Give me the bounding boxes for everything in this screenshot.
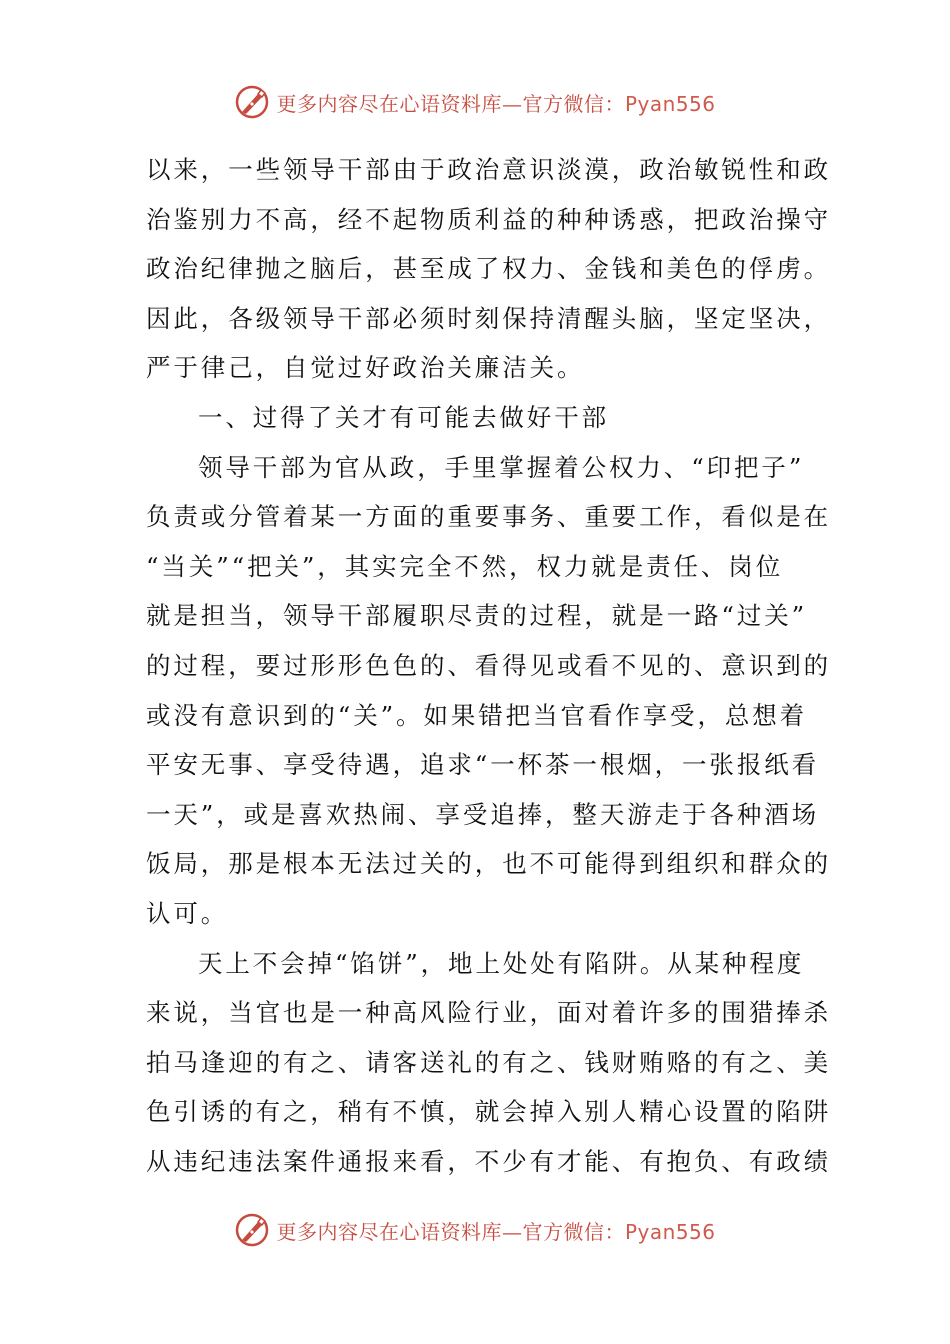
document-body (146, 145, 831, 1186)
watermark-text (276, 1216, 715, 1245)
body-line: 的过程，要过形形色色的、看得见或看不见的、意识到的 (146, 650, 831, 680)
body-line: 以来，一些领导干部由于政治意识淡漠，政治敏锐性和政 (146, 155, 831, 184)
body-line: 色引诱的有之，稍有不慎，就会掉入别人精心设置的陷阱 (146, 1097, 831, 1127)
watermark-wechat-id: Pyan556 (624, 1219, 716, 1244)
body-line: 天上不会掉“馅饼”，地上处处有陷阱。从某种程度 (198, 948, 805, 978)
body-line: 领导干部为官从政，手里掌握着公权力、“印把子” (198, 452, 805, 482)
body-line: 因此，各级领导干部必须时刻保持清醒头脑，坚定坚决， (146, 303, 831, 333)
watermark-label: 更多内容尽在心语资料库—官方微信： (276, 91, 625, 116)
watermark-wechat-id: Pyan556 (624, 91, 716, 116)
body-line: 认可。 (146, 898, 229, 928)
body-line: 或没有意识到的“关”。如果错把当官看作享受，总想着 (146, 700, 808, 730)
footer-watermark-content (234, 1212, 715, 1248)
body-line: 就是担当，领导干部履职尽责的过程，就是一路“过关” (146, 601, 808, 631)
body-line: 严于律己，自觉过好政治关廉洁关。 (146, 353, 585, 383)
body-line: 一天”，或是喜欢热闹、享受追捧，整天游走于各种酒场 (146, 799, 820, 829)
section-heading: 一、过得了关才有可能去做好干部 (198, 402, 609, 432)
body-line: 饭局，那是根本无法过关的，也不可能得到组织和群众的 (146, 849, 831, 879)
body-line: 来说，当官也是一种高风险行业，面对着许多的围猎捧杀 (146, 998, 831, 1028)
footer-watermark-banner (0, 1208, 950, 1252)
body-line: 平安无事、享受待遇，追求“一杯茶一根烟，一张报纸看 (146, 750, 820, 780)
watermark-text (276, 88, 715, 117)
watermark-label: 更多内容尽在心语资料库—官方微信： (276, 1219, 625, 1244)
pen-nib-logo-icon (234, 84, 270, 120)
body-line: 政治纪律抛之脑后，甚至成了权力、金钱和美色的俘虏。 (146, 254, 831, 284)
body-line: 拍马逢迎的有之、请客送礼的有之、钱财贿赂的有之、美 (146, 1047, 831, 1077)
pen-nib-logo-icon (234, 1212, 270, 1248)
body-line: 从违纪违法案件通报来看，不少有才能、有抱负、有政绩 (146, 1146, 831, 1176)
body-line: 负责或分管着某一方面的重要事务、重要工作，看似是在 (146, 502, 831, 532)
body-line: “当关”“把关”，其实完全不然，权力就是责任、岗位 (146, 551, 784, 581)
header-watermark-content (234, 84, 715, 120)
header-watermark-banner (0, 80, 950, 124)
body-line: 治鉴别力不高，经不起物质利益的种种诱惑，把政治操守 (146, 204, 831, 234)
